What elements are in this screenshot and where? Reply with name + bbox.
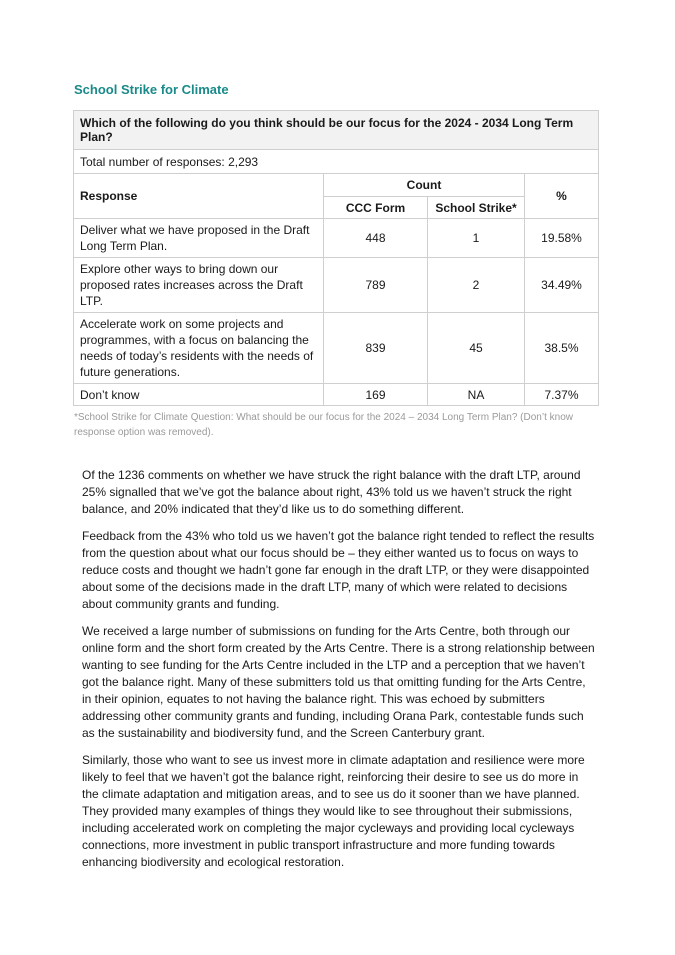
- table-footnote: *School Strike for Climate Question: What should be our focus for the 2024 – 2034 Long Term Plan? (Don’t know response option was removed).: [74, 412, 573, 438]
- survey-results-table: [73, 110, 599, 406]
- percent-cell: 34.49%: [525, 258, 599, 313]
- paragraph: We received a large number of submissions on funding for the Arts Centre, both through our online form and the short form created by the Arts Centre. There is a strong relationship between wanting to see funding for the Arts Centre included in the LTP and a perception that we haven’t got the balance right. Many of these submitters told us that omitting funding for the Arts Centre, in their opinion, equates to not having the balance right. This was echoed by submitters addressing other community grants and funding, including Orana Park, contestable funds such as the sustainability and biodiversity fund, and the Screen Canterbury grant.: [82, 624, 595, 740]
- question-row: [74, 111, 599, 150]
- ccc-count-cell: 839: [324, 313, 428, 384]
- ccc-count-cell: 448: [324, 219, 428, 258]
- paragraph: Similarly, those who want to see us invest more in climate adaptation and resilience were more likely to feel that we haven’t got the balance right, reinforcing their desire to see us do more in the climate adaptation and mitigation areas, and to see us do it sooner than we have planned. They provided many examples of things they would like to see throughout their submissions, including accelerated work on completing the major cycleways and providing local cycleways connections, more investment in public transport infrastructure and more funding towards enhancing biodiversity and ecological restoration.: [82, 753, 585, 869]
- body-text: [82, 467, 598, 881]
- table-row: [74, 384, 599, 406]
- table-row: [74, 313, 599, 384]
- percent-cell: 38.5%: [525, 313, 599, 384]
- response-cell: Explore other ways to bring down our proposed rates increases across the Draft LTP.: [74, 258, 324, 313]
- total-responses: Total number of responses: 2,293: [74, 150, 599, 174]
- response-cell: Deliver what we have proposed in the Draft Long Term Plan.: [74, 219, 324, 258]
- percent-cell: 7.37%: [525, 384, 599, 406]
- header-row: [74, 174, 599, 197]
- header-count: Count: [324, 174, 525, 197]
- header-response: Response: [74, 174, 324, 219]
- total-row: [74, 150, 599, 174]
- header-ccc-form: CCC Form: [324, 197, 428, 219]
- school-count-cell: 2: [428, 258, 525, 313]
- ccc-count-cell: 169: [324, 384, 428, 406]
- paragraph: Of the 1236 comments on whether we have struck the right balance with the draft LTP, around 25% signalled that we’ve got the balance about right, 43% told us we haven’t struck the right balance, and 20% indicated that they’d like us to do something different.: [82, 468, 581, 516]
- header-percent: %: [525, 174, 599, 219]
- section-heading: School Strike for Climate: [74, 82, 229, 97]
- header-school-strike: School Strike*: [428, 197, 525, 219]
- response-cell: Don’t know: [74, 384, 324, 406]
- response-cell: Accelerate work on some projects and programmes, with a focus on balancing the needs of today’s residents with the needs of future generations.: [74, 313, 324, 384]
- school-count-cell: 45: [428, 313, 525, 384]
- ccc-count-cell: 789: [324, 258, 428, 313]
- percent-cell: 19.58%: [525, 219, 599, 258]
- school-count-cell: NA: [428, 384, 525, 406]
- school-count-cell: 1: [428, 219, 525, 258]
- question-text: Which of the following do you think should be our focus for the 2024 - 2034 Long Term Plan?: [74, 111, 599, 150]
- table-row: [74, 258, 599, 313]
- paragraph: Feedback from the 43% who told us we haven’t got the balance right tended to reflect the results from the question about what our focus should be – they either wanted us to focus on ways to reduce costs and thought we hadn’t gone far enough in the draft LTP, or they were disappointed about some of the decisions made in the draft LTP, many of which were related to decisions about community grants and funding.: [82, 529, 595, 611]
- table-row: [74, 219, 599, 258]
